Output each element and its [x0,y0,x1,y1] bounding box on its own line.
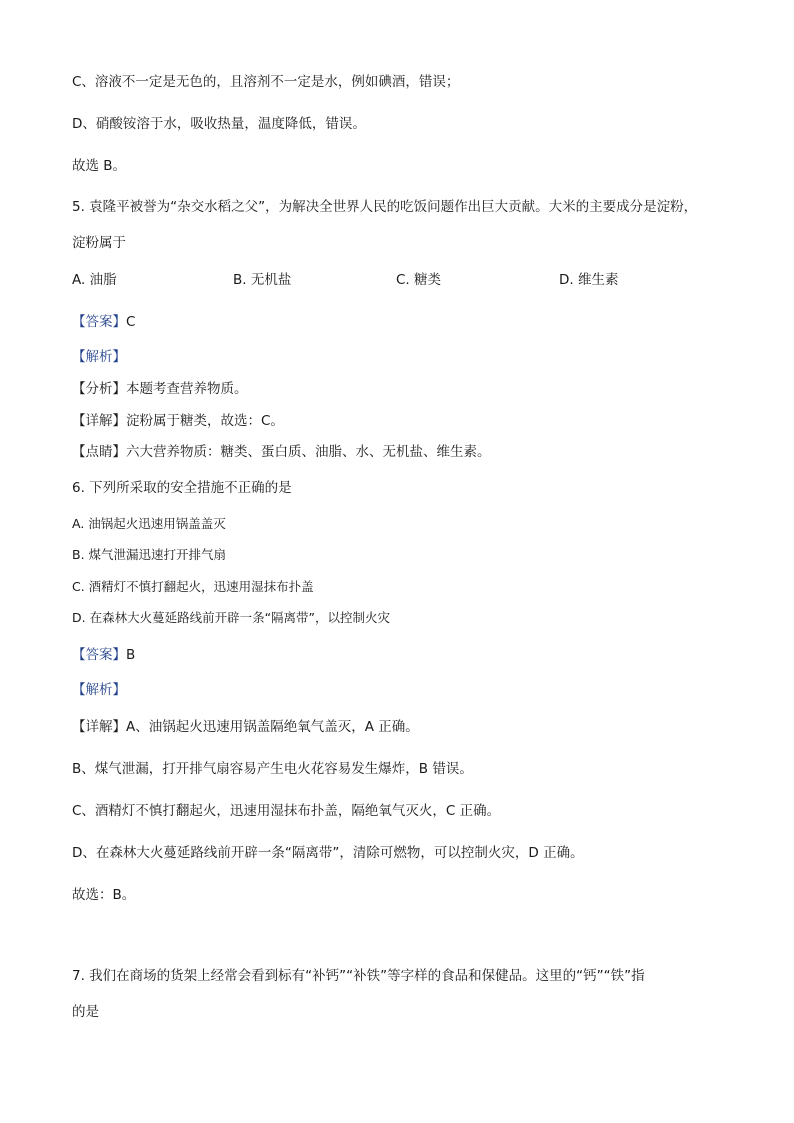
answer-tag: 【答案】 [72,647,126,663]
prev-choose: 故选 B。 [72,158,127,174]
q5-stem-line1: 5. 袁隆平被誉为“杂交水稻之父”，为解决全世界人民的吃饭问题作出巨大贡献。大米的主要成分是淀粉， [72,199,698,215]
q5-fenxi [72,379,248,399]
q6-explain-c: C、酒精灯不慎打翻起火，迅速用湿抹布扑盖，隔绝氧气灭火，C 正确。 [72,803,501,819]
q6-option-c: C. 酒精灯不慎打翻起火，迅速用湿抹布扑盖 [72,579,314,594]
q6-option-b: B. 煤气泄漏迅速打开排气扇 [72,547,227,562]
answer-value: B [126,647,136,663]
q5-option-d: D. 维生素 [559,272,619,288]
dianjing-text: 六大营养物质：糖类、蛋白质、油脂、水、无机盐、维生素。 [126,444,491,460]
q6-explain-a [72,717,419,737]
q5-option-a: A. 油脂 [72,272,117,288]
q5-stem-line2: 淀粉属于 [72,235,126,251]
q6-option-d: D. 在森林大火蔓延路线前开辟一条“隔离带”，以控制火灾 [72,610,391,625]
prev-explain-c: C、溶液不一定是无色的，且溶剂不一定是水，例如碘酒，错误； [72,74,460,90]
q5-analysis-heading [72,347,126,367]
q6-analysis-heading [72,680,126,700]
q6-stem: 6. 下列所采取的安全措施不正确的是 [72,480,292,496]
xiangjie-tag: 【详解】 [72,413,126,429]
xiangjie-text: 淀粉属于糖类，故选：C。 [126,413,284,429]
q5-option-b: B. 无机盐 [233,272,292,288]
q6-answer [72,645,135,665]
fenxi-tag: 【分析】 [72,381,126,397]
answer-tag: 【答案】 [72,314,126,330]
fenxi-text: 本题考查营养物质。 [126,381,248,397]
q5-option-c: C. 糖类 [396,272,442,288]
prev-explain-d: D、硝酸铵溶于水，吸收热量，温度降低，错误。 [72,116,366,132]
q6-explain-d: D、在森林大火蔓延路线前开辟一条“隔离带”，清除可燃物，可以控制火灾，D 正确。 [72,845,584,861]
answer-value: C [126,314,136,330]
q6-explain-b: B、煤气泄漏，打开排气扇容易产生电火花容易发生爆炸，B 错误。 [72,761,473,777]
analysis-tag: 【解析】 [72,682,126,698]
q7-stem-line2: 的是 [72,1004,99,1020]
q5-dianjing [72,442,491,462]
q6-option-a: A. 油锅起火迅速用锅盖盖灭 [72,516,226,531]
analysis-tag: 【解析】 [72,349,126,365]
xiangjie-tag: 【详解】 [72,719,126,735]
q5-xiangjie [72,411,284,431]
q5-answer [72,312,135,332]
q6-choose: 故选：B。 [72,887,136,903]
q7-stem-line1: 7. 我们在商场的货架上经常会看到标有“补钙”“补铁”等字样的食品和保健品。这里的“钙”“铁”指 [72,968,645,984]
dianjing-tag: 【点睛】 [72,444,126,460]
explain-text: A、油锅起火迅速用锅盖隔绝氧气盖灭，A 正确。 [126,719,419,735]
